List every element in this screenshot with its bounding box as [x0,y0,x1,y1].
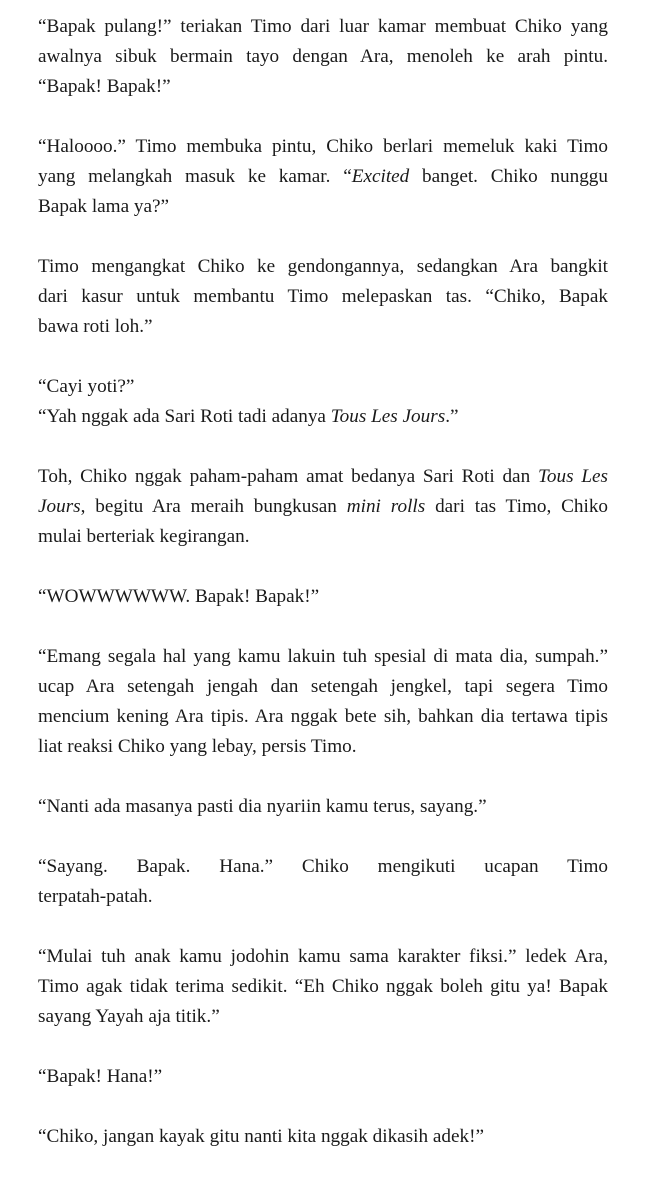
text-line [38,402,608,432]
text-run: yang melangkah masuk ke kamar. “ [38,166,352,187]
italic-text: mini rolls [346,496,426,517]
text-line: Timo mengangkat Chiko ke gendongannya, sedangkan Ara bangkit [38,256,608,277]
text-run: .” [445,406,459,427]
paragraph-10 [38,942,608,1032]
text-line: “Bapak pulang!” teriakan Timo dari luar kamar membuat Chiko yang [38,16,608,37]
text-line [38,492,608,522]
text-line: Timo agak tidak terima sedikit. “Eh Chiko nggak boleh gitu ya! Bapak [38,976,608,997]
paragraph-4 [38,372,608,432]
text-run: , begitu Ara meraih bungkusan [80,496,347,517]
italic-text: Jours [38,496,81,517]
text-line: “Chiko, jangan kayak gitu nanti kita nggak dikasih adek!” [38,1126,484,1147]
text-run: banget. Chiko nunggu [409,166,608,187]
paragraph-11 [38,1062,608,1092]
paragraph-7 [38,642,608,762]
text-line: ucap Ara setengah jengah dan setengah jengkel, tapi segera Timo [38,676,608,697]
text-line: mencium kening Ara tipis. Ara nggak bete sih, bahkan dia tertawa tipis [38,706,608,727]
text-line: “Cayi yoti?” [38,376,135,397]
paragraph-5 [38,462,608,552]
text-line: “Bapak! Bapak!” [38,76,171,97]
text-line: awalnya sibuk bermain tayo dengan Ara, menoleh ke arah pintu. [38,46,608,67]
text-line: Bapak lama ya?” [38,196,170,217]
paragraph-3 [38,252,608,342]
italic-text: Tous Les [537,466,608,487]
text-line [38,462,608,492]
text-run: Toh, Chiko nggak paham-paham amat bedanya Sari Roti dan [38,466,538,487]
text-line: “Mulai tuh anak kamu jodohin kamu sama karakter fiksi.” ledek Ara, [38,946,608,967]
text-line: “Emang segala hal yang kamu lakuin tuh spesial di mata dia, sumpah.” [38,646,608,667]
paragraph-6 [38,582,608,612]
text-run: dari tas Timo, Chiko [425,496,609,517]
paragraph-8 [38,792,608,822]
text-line: sayang Yayah aja titik.” [38,1006,220,1027]
text-line: “Nanti ada masanya pasti dia nyariin kamu terus, sayang.” [38,796,487,817]
paragraph-9 [38,852,608,912]
paragraph-2 [38,132,608,222]
italic-text: Excited [351,166,410,187]
text-line: “WOWWWWWW. Bapak! Bapak!” [38,586,320,607]
paragraph-12 [38,1122,608,1152]
text-line: terpatah-patah. [38,886,153,907]
text-line [38,162,608,192]
text-line: mulai berteriak kegirangan. [38,526,250,547]
paragraph-1 [38,12,608,102]
text-line: “Bapak! Hana!” [38,1066,163,1087]
text-line: bawa roti loh.” [38,316,153,337]
text-line: dari kasur untuk membantu Timo melepaskan tas. “Chiko, Bapak [38,286,608,307]
text-line: “Haloooo.” Timo membuka pintu, Chiko berlari memeluk kaki Timo [38,136,608,157]
text-line: liat reaksi Chiko yang lebay, persis Timo. [38,736,357,757]
text-line: “Sayang. Bapak. Hana.” Chiko mengikuti ucapan Timo [38,856,608,877]
italic-text: Tous Les Jours [330,406,446,427]
text-run: “Yah nggak ada Sari Roti tadi adanya [38,406,331,427]
